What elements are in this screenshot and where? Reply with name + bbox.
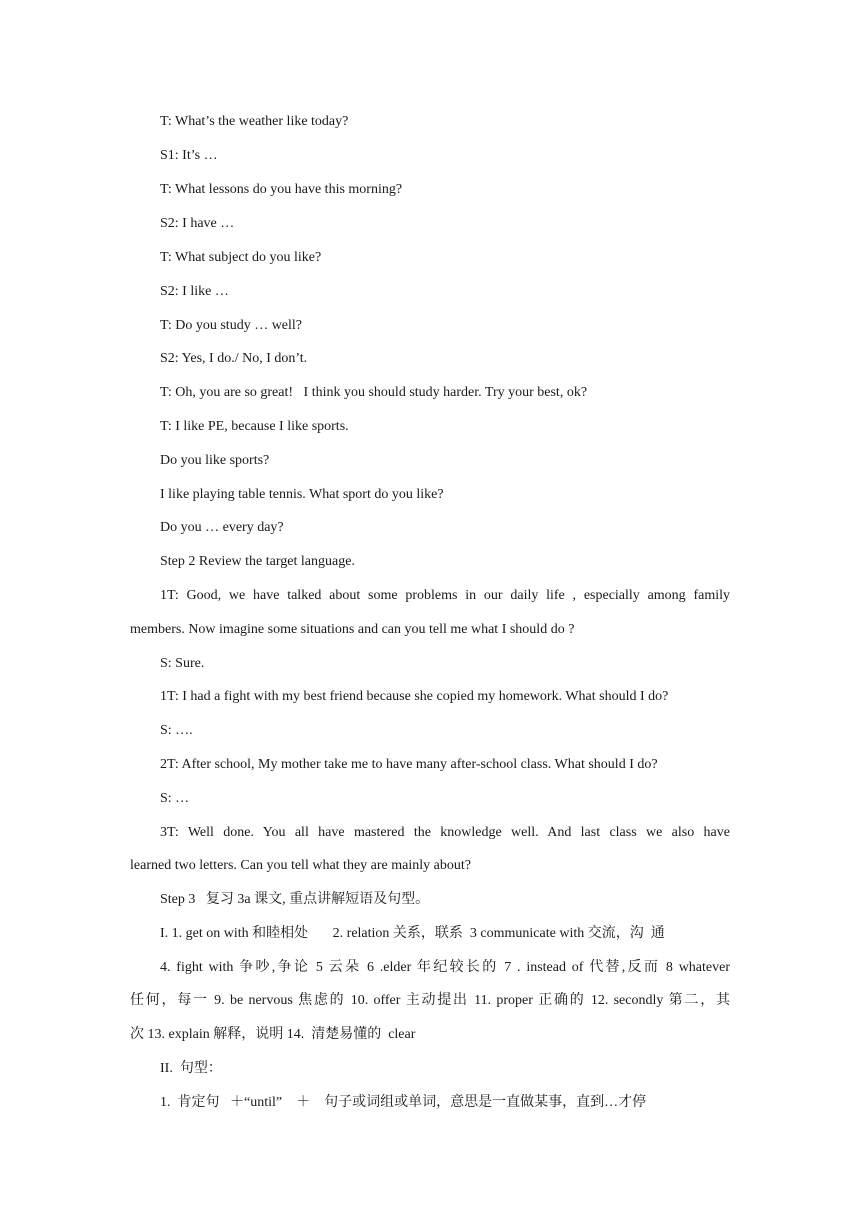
text-line: 3T: Well done. You all have mastered the knowledge well. And last class we also have	[160, 825, 730, 840]
step-heading: Step 2 Review the target language.	[160, 554, 355, 569]
text-line: T: What’s the weather like today?	[160, 114, 349, 129]
text-line: T: Do you study … well?	[160, 318, 303, 333]
text-line: T: What lessons do you have this morning?	[160, 182, 403, 197]
vocab-line: 次 13. explain 解释，说明 14. 清楚易懂的 clear	[130, 1027, 416, 1042]
text-line: S2: Yes, I do./ No, I don’t.	[160, 351, 308, 366]
text-line: 1T: I had a fight with my best friend because she copied my homework. What should I do?	[160, 689, 669, 704]
text-line: 2T: After school, My mother take me to have many after-school class. What should I do?	[160, 757, 658, 772]
step-heading: Step 3 复习 3a 课文, 重点讲解短语及句型。	[160, 892, 430, 907]
text-line: T: Oh, you are so great! I think you should study harder. Try your best, ok?	[160, 385, 588, 400]
text-line: T: What subject do you like?	[160, 250, 322, 265]
text-line: S1: It’s …	[160, 148, 218, 163]
vocab-line: I. 1. get on with 和睦相处 2. relation 关系，联系 3 communicate with 交流，沟 通	[160, 926, 665, 941]
text-line: members. Now imagine some situations and can you tell me what I should do ?	[130, 622, 575, 637]
vocab-line: 任何，每一 9. be nervous 焦虑的 10. offer 主动提出 11. proper 正确的 12. secondly 第二，其	[130, 993, 730, 1008]
text-line: S: …	[160, 791, 190, 806]
text-line: S2: I have …	[160, 216, 235, 231]
text-line: S: ….	[160, 723, 193, 738]
text-line: 1T: Good, we have talked about some problems in our daily life , especially among family	[160, 588, 730, 603]
text-line: Do you like sports?	[160, 453, 270, 468]
text-line: S2: I like …	[160, 284, 229, 299]
text-line: 1. 肯定句 ＋“until” ＋ 句子或词组或单词，意思是一直做某事，直到…才停	[160, 1095, 647, 1110]
text-line: learned two letters. Can you tell what they are mainly about?	[130, 858, 471, 873]
section-heading: II. 句型：	[160, 1061, 222, 1076]
vocab-line: 4. fight with 争吵,争论 5 云朵 6 .elder 年纪较长的 7 . instead of 代替,反而 8 whatever	[160, 960, 730, 975]
text-line: Do you … every day?	[160, 520, 284, 535]
text-line: I like playing table tennis. What sport do you like?	[160, 487, 444, 502]
text-line: S: Sure.	[160, 656, 205, 671]
text-line: T: I like PE, because I like sports.	[160, 419, 349, 434]
